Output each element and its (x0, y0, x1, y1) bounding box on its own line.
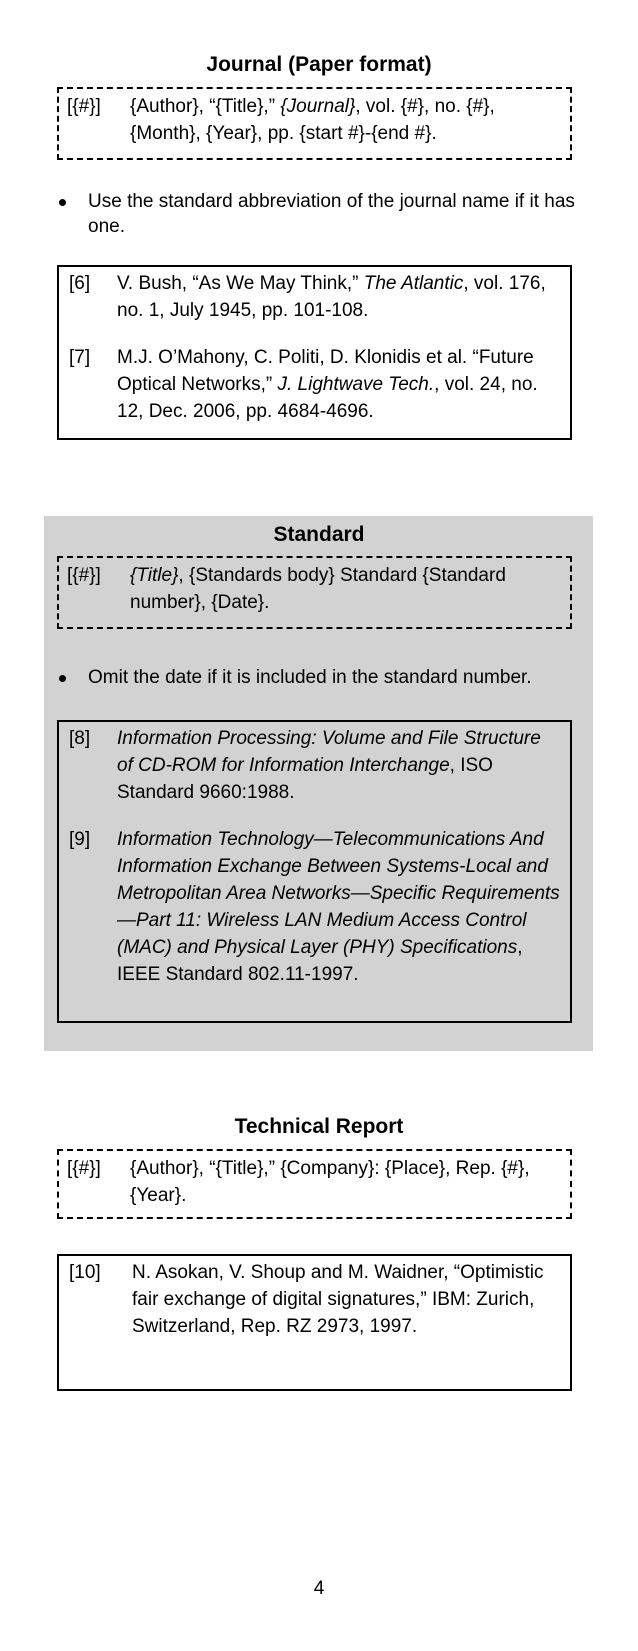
journal-examples-box (57, 265, 572, 440)
ref-entry-8: [8] Information Processing: Volume and File Structure of CD-ROM for Information Interchange, ISO Standard 9660:1988. (69, 728, 541, 803)
standard-format-entry: [{#}] {Title}, {Standards body} Standard {Standard number}, {Date}. (67, 562, 562, 616)
section-title-standard: Standard (273, 523, 365, 546)
bullet-dot-icon (59, 199, 66, 206)
journal-format-entry: [{#}] {Author}, “{Title},” {Journal}, vol. {#}, no. {#}, {Month}, {Year}, pp. {start #}-{end #}. (67, 93, 562, 147)
section-title-journal: Journal (Paper format) (206, 53, 432, 76)
ref-number: [{#}] (67, 565, 101, 586)
report-format-box (57, 1149, 572, 1219)
section-title-report: Technical Report (234, 1115, 404, 1138)
ref-entry-7: [7] M.J. O’Mahony, C. Politi, D. Klonidis et al. “Future Optical Networks,” J. Lightwave Tech., vol. 24, no. 12, Dec. 2006, pp. 4684-4696. (69, 347, 538, 422)
ref-entry-6: [6] V. Bush, “As We May Think,” The Atlantic, vol. 176, no. 1, July 1945, pp. 101-108. (69, 273, 546, 321)
standard-format-box (57, 556, 572, 629)
journal-bullet: Use the standard abbreviation of the journal name if it has one. (57, 189, 597, 239)
journal-format-box (57, 87, 572, 160)
report-examples-box (57, 1254, 572, 1391)
standard-examples-box (57, 720, 572, 1023)
page-number: 4 (313, 1578, 325, 1599)
standard-bullet: Omit the date if it is included in the standard number. (57, 665, 597, 690)
bullet-dot-icon (59, 675, 66, 682)
ref-number: [{#}] (67, 96, 101, 117)
ref-entry-9: [9] Information Technology—Telecommunications And Information Exchange Between Systems-Local and Metropolitan Area Networks—Specific Requirements—Part 11: Wireless LAN Medium Access Control (MAC) and Physical Layer (PHY) Specifications, IEEE Standard 802.11-1997. (69, 829, 560, 985)
ref-entry-10: [10] N. Asokan, V. Shoup and M. Waidner, “Optimistic fair exchange of digital signatures,” IBM: Zurich, Switzerland, Rep. RZ 2973, 1997. (69, 1262, 544, 1337)
ref-number: [{#}] (67, 1158, 101, 1179)
report-format-entry: [{#}] {Author}, “{Title},” {Company}: {Place}, Rep. {#}, {Year}. (67, 1155, 562, 1209)
